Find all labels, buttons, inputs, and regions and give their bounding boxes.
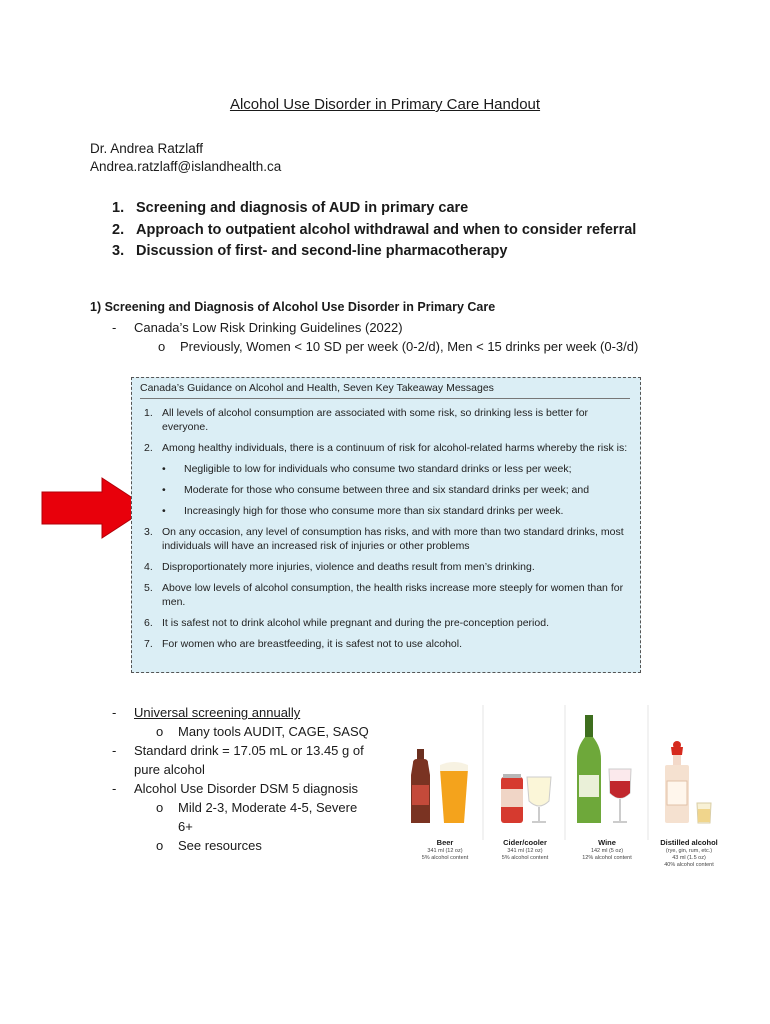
drink-label-beer: Beer (436, 838, 454, 847)
page-title: Alcohol Use Disorder in Primary Care Handout (229, 96, 541, 113)
standard-drinks-illustration: Beer 341 ml (12 oz) 5% alcohol content Cider/cooler 341 ml (12 oz) 5% alcohol content Wine 142 ml (5 oz) 12% alcohol content Distilled alcohol (rye, gin, rum, etc.) 43 ml (1.5 oz) 40% alcohol content (405, 705, 730, 885)
severity-subbullet: o Mild 2-3, Moderate 4-5, Severe (156, 800, 358, 815)
guidance-item: 6. It is safest not to drink alcohol while pregnant and during the pre-conception period. (144, 617, 549, 629)
guidance-list (144, 406, 634, 658)
table-of-contents (112, 198, 636, 263)
author-name: Dr. Andrea Ratzlaff (90, 141, 204, 156)
previously-subbullet: o Previously, Women < 10 SD per week (0-2/d), Men < 15 drinks per week (0-3/d) (158, 339, 639, 354)
drink-label-wine: Wine (598, 838, 616, 847)
liquor-bottle-icon (665, 741, 689, 823)
guidance-box-title: Canada’s Guidance on Alcohol and Health, Seven Key Takeaway Messages (140, 381, 630, 399)
drink-label-spirits: Distilled alcohol (660, 838, 718, 847)
cider-can-icon (501, 774, 523, 823)
author-email: Andrea.ratzlaff@islandhealth.ca (90, 159, 282, 174)
guidance-item: 7. For women who are breastfeeding, it is safest not to use alcohol. (144, 638, 462, 650)
author-block (90, 140, 281, 176)
section-heading: 1) Screening and Diagnosis of Alcohol Use Disorder in Primary Care (90, 300, 496, 314)
resources-subbullet: o See resources (156, 838, 262, 853)
wine-bottle-icon (577, 715, 601, 823)
guidelines-bullet: - Canada’s Low Risk Drinking Guidelines (2022) (112, 320, 403, 335)
screening-notes: - Universal screening annually o Many tools AUDIT, CAGE, SASQ - Standard drink = 17.05 mL or 13.45 g of pure alcohol - Alcohol Use Disorder DSM 5 diagnosis o Mild 2-3, Moderate 4-5, Severe 6+ o See resources (112, 703, 392, 855)
guidance-box (131, 377, 641, 673)
risk-subitem: • Negligible to low for individuals who consume two standard drinks or less per week; (162, 463, 572, 475)
risk-subitem: • Moderate for those who consume between three and six standard drinks per week; and (162, 484, 590, 496)
toc-item: 3. Discussion of first- and second-line pharmacotherapy (112, 243, 508, 259)
screening-bullet: - Universal screening annually (112, 705, 301, 720)
toc-item: 2. Approach to outpatient alcohol withdrawal and when to consider referral (112, 221, 637, 238)
shot-glass-icon (697, 803, 711, 823)
drinks-graphic (405, 705, 730, 840)
beer-glass-icon (440, 762, 468, 823)
guidance-item: 5. Above low levels of alcohol consumption, the health risks increase more steeply for women than for men. (144, 582, 624, 608)
guidance-item: 3. On any occasion, any level of consumption has risks, and with more than two standard drinks, most individuals will have an increased risk of injuries or other problems (144, 526, 624, 552)
beer-bottle-icon (411, 749, 430, 823)
risk-sublist (162, 462, 627, 518)
risk-subitem: • Increasingly high for those who consume more than six standard drinks per week. (162, 505, 564, 517)
dsm-bullet: - Alcohol Use Disorder DSM 5 diagnosis (112, 781, 358, 796)
drink-label-cider: Cider/cooler (503, 838, 547, 847)
guidance-item: 2. Among healthy individuals, there is a continuum of risk for alcohol-related harms whereby the risk is: • Negligible to low for individuals who consume two standard drinks or less per week; • Moderate for those who consume between three and six standard drinks per week; and • Increasingly high for those who consume more than six standard drinks per week. (144, 442, 628, 517)
wine-glass-icon (527, 777, 551, 823)
toc-item: 1. Screening and diagnosis of AUD in primary care (112, 200, 469, 216)
guidance-item: 1. All levels of alcohol consumption are associated with some risk, so drinking less is better for everyone. (144, 407, 589, 433)
tools-subbullet: o Many tools AUDIT, CAGE, SASQ (156, 724, 369, 739)
red-wine-glass-icon (609, 769, 631, 823)
standard-drink-bullet: - Standard drink = 17.05 mL or 13.45 g of (112, 743, 364, 758)
guidance-item: 4. Disproportionately more injuries, violence and deaths result from men’s drinking. (144, 561, 535, 573)
